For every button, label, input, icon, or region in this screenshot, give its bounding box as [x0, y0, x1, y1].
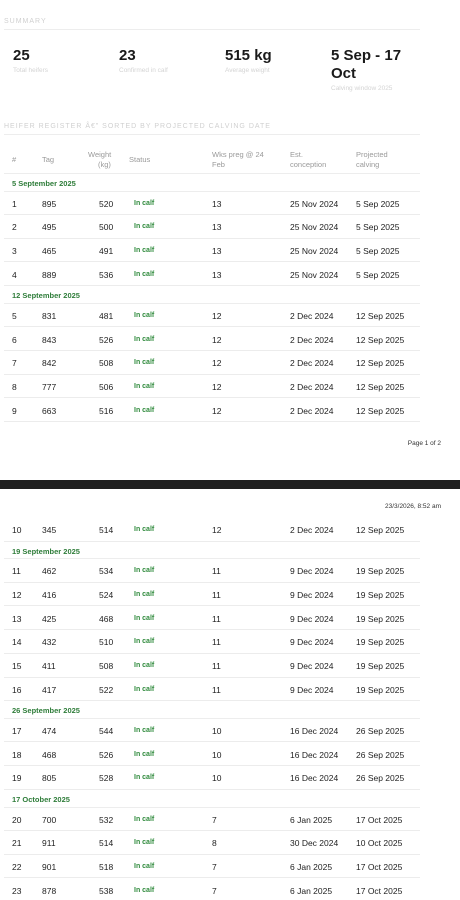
tag-cell: 805 [42, 773, 57, 784]
conception-cell: 2 Dec 2024 [290, 525, 334, 535]
weight-cell: 516 [99, 405, 114, 416]
row-number: 14 [12, 637, 22, 648]
calving-cell: 19 Sep 2025 [356, 684, 405, 695]
summary-label: SUMMARY [4, 18, 47, 25]
status-badge: In calf [134, 750, 155, 758]
group-heading: 12 September 2025 [12, 291, 80, 301]
row-number: 9 [12, 405, 17, 416]
row-number: 4 [12, 269, 17, 280]
calving-cell: 12 Sep 2025 [356, 381, 405, 392]
table-row [4, 855, 420, 879]
weight-cell: 508 [99, 358, 114, 369]
row-number: 6 [12, 334, 17, 345]
calving-cell: 19 Sep 2025 [356, 566, 405, 577]
tag-cell: 831 [42, 310, 57, 321]
weight-cell: 538 [99, 885, 114, 896]
row-number: 12 [12, 589, 22, 600]
conception-cell: 30 Dec 2024 [290, 838, 339, 849]
weight-cell: 508 [99, 661, 114, 671]
table-row [4, 719, 420, 743]
status-badge: In calf [134, 311, 155, 319]
calving-cell: 17 Oct 2025 [356, 814, 403, 825]
tag-cell: 889 [42, 269, 57, 280]
column-header-tag: Tag [42, 155, 55, 164]
status-badge: In calf [134, 638, 155, 646]
table-row [4, 192, 420, 216]
row-number: 15 [12, 661, 22, 671]
conception-cell: 9 Dec 2024 [290, 566, 334, 577]
status-badge: In calf [134, 382, 155, 390]
status-badge: In calf [134, 886, 155, 894]
weight-cell: 528 [99, 773, 114, 784]
weight-cell: 506 [99, 381, 114, 392]
status-badge: In calf [134, 685, 155, 693]
table-row [4, 375, 420, 399]
status-badge: In calf [134, 839, 155, 847]
row-number: 8 [12, 381, 17, 392]
table-row [4, 263, 420, 287]
column-header-weight [88, 150, 111, 170]
weight-cell: 526 [99, 749, 114, 760]
weight-cell: 520 [99, 198, 114, 209]
table-row [4, 654, 420, 678]
conception-cell: 9 Dec 2024 [290, 589, 334, 600]
weight-cell: 526 [99, 334, 114, 345]
page-number: Page 1 of 2 [407, 440, 441, 447]
divider [4, 134, 420, 135]
calving-cell: 19 Sep 2025 [356, 613, 405, 624]
row-number: 23 [12, 885, 22, 896]
conception-cell: 2 Dec 2024 [290, 334, 334, 345]
table-row [4, 879, 420, 900]
stat-total-heifers [13, 47, 48, 74]
row-number: 11 [12, 566, 21, 577]
conception-cell: 6 Jan 2025 [290, 814, 333, 825]
calving-cell: 5 Sep 2025 [356, 222, 400, 233]
divider [4, 29, 420, 30]
group-heading: 5 September 2025 [12, 179, 76, 188]
stat-value: 23 [119, 47, 136, 64]
status-badge: In calf [134, 335, 155, 343]
status-badge: In calf [134, 199, 155, 207]
tag-cell: 345 [42, 525, 57, 535]
weight-cell: 524 [99, 589, 114, 600]
stat-label: Calving window 2025 [331, 85, 393, 92]
row-number: 22 [12, 861, 22, 872]
table-row [4, 607, 420, 631]
weight-cell: 491 [99, 245, 114, 256]
weight-cell: 518 [99, 861, 114, 872]
table-row [4, 766, 420, 790]
tag-cell: 416 [42, 589, 57, 600]
weeks-pregnant-cell: 11 [212, 589, 221, 600]
weeks-pregnant-cell: 13 [212, 222, 222, 233]
table-row [4, 399, 420, 423]
weeks-pregnant-cell: 10 [212, 773, 222, 784]
weeks-pregnant-cell: 11 [212, 637, 221, 648]
status-badge: In calf [134, 567, 155, 575]
conception-cell: 16 Dec 2024 [290, 725, 339, 736]
column-header-calving-line2: calving [356, 160, 380, 169]
calving-cell: 12 Sep 2025 [356, 525, 405, 535]
tag-cell: 777 [42, 381, 57, 392]
conception-cell: 9 Dec 2024 [290, 637, 334, 648]
stat-confirmed-in-calf [119, 47, 168, 74]
weight-cell: 481 [99, 310, 114, 321]
stat-value-line2: Oct [331, 65, 357, 82]
conception-cell: 2 Dec 2024 [290, 381, 334, 392]
print-timestamp: 23/3/2026, 8:52 am [384, 503, 441, 510]
row-number: 2 [12, 222, 17, 233]
weeks-pregnant-cell: 13 [212, 198, 222, 209]
tag-cell: 468 [42, 749, 57, 760]
calving-cell: 26 Sep 2025 [356, 725, 405, 736]
register-label: HEIFER REGISTER Â€” SORTED BY PROJECTED CALVING DATE [4, 123, 271, 130]
status-badge: In calf [134, 774, 155, 782]
conception-cell: 2 Dec 2024 [290, 310, 334, 321]
table-row [4, 328, 420, 352]
conception-cell: 25 Nov 2024 [290, 269, 339, 280]
table-row [4, 583, 420, 607]
table-row [4, 518, 420, 542]
column-header-weeks-line1: Wks preg @ 24 [212, 150, 264, 159]
column-header-weight-label: Weight [88, 150, 112, 159]
weight-cell: 468 [99, 613, 114, 624]
conception-cell: 16 Dec 2024 [290, 749, 339, 760]
calving-cell: 17 Oct 2025 [356, 861, 403, 872]
row-number: 1 [12, 198, 17, 209]
weeks-pregnant-cell: 11 [212, 684, 221, 695]
calving-cell: 19 Sep 2025 [356, 661, 405, 671]
column-header-calving-line1: Projected [356, 150, 388, 159]
group-heading: 26 September 2025 [12, 706, 80, 716]
status-badge: In calf [134, 246, 155, 254]
row-number: 7 [12, 358, 17, 369]
weeks-pregnant-cell: 10 [212, 725, 222, 736]
row-number: 16 [12, 684, 22, 695]
row-number: 17 [12, 725, 22, 736]
column-header-conception-line2: conception [290, 160, 327, 169]
tag-cell: 895 [42, 198, 57, 209]
stat-value: 5 Sep - 17 [331, 47, 402, 64]
weeks-pregnant-cell: 12 [212, 334, 222, 345]
conception-cell: 9 Dec 2024 [290, 661, 334, 671]
row-number: 21 [12, 838, 22, 849]
calving-cell: 5 Sep 2025 [356, 269, 400, 280]
conception-cell: 6 Jan 2025 [290, 861, 333, 872]
calving-cell: 12 Sep 2025 [356, 358, 405, 369]
column-header-number: # [12, 155, 17, 164]
row-number: 5 [12, 310, 17, 321]
row-number: 10 [12, 525, 22, 535]
weight-cell: 544 [99, 725, 114, 736]
conception-cell: 16 Dec 2024 [290, 773, 339, 784]
conception-cell: 6 Jan 2025 [290, 885, 333, 896]
weeks-pregnant-cell: 11 [212, 566, 221, 577]
weeks-pregnant-cell: 12 [212, 381, 222, 392]
conception-cell: 25 Nov 2024 [290, 245, 339, 256]
tag-cell: 432 [42, 637, 57, 648]
calving-cell: 26 Sep 2025 [356, 773, 405, 784]
status-badge: In calf [134, 526, 155, 533]
weight-cell: 534 [99, 566, 114, 577]
table-row [4, 559, 420, 583]
conception-cell: 25 Nov 2024 [290, 222, 339, 233]
tag-cell: 663 [42, 405, 57, 416]
tag-cell: 911 [42, 838, 56, 849]
status-badge: In calf [134, 726, 155, 734]
tag-cell: 842 [42, 358, 57, 369]
table-row [4, 678, 420, 702]
weight-cell: 532 [99, 814, 114, 825]
calving-cell: 26 Sep 2025 [356, 749, 405, 760]
weeks-pregnant-cell: 11 [212, 661, 221, 671]
weight-cell: 514 [99, 525, 114, 535]
stat-average-weight [225, 47, 272, 74]
tag-cell: 417 [42, 684, 57, 695]
tag-cell: 878 [42, 885, 57, 896]
tag-cell: 901 [42, 861, 57, 872]
row-number: 19 [12, 773, 22, 784]
conception-cell: 9 Dec 2024 [290, 613, 334, 624]
tag-cell: 474 [42, 725, 57, 736]
report-page-2 [0, 489, 460, 900]
weeks-pregnant-cell: 7 [212, 861, 217, 872]
stat-value: 515 kg [225, 47, 272, 64]
table-row [4, 630, 420, 654]
weight-cell: 500 [99, 222, 114, 233]
table-row [4, 351, 420, 375]
status-badge: In calf [134, 590, 155, 598]
calving-cell: 12 Sep 2025 [356, 405, 405, 416]
stat-calving-window [331, 47, 401, 92]
row-number: 20 [12, 814, 22, 825]
calving-cell: 19 Sep 2025 [356, 589, 405, 600]
weeks-pregnant-cell: 13 [212, 245, 222, 256]
weeks-pregnant-cell: 12 [212, 525, 222, 535]
conception-cell: 2 Dec 2024 [290, 405, 334, 416]
calving-cell: 19 Sep 2025 [356, 637, 405, 648]
tag-cell: 700 [42, 814, 57, 825]
calving-cell: 12 Sep 2025 [356, 310, 405, 321]
column-header-weeks-pregnant [212, 150, 264, 170]
weight-cell: 536 [99, 269, 114, 280]
tag-cell: 425 [42, 613, 57, 624]
stat-label: Average weight [225, 67, 270, 74]
status-badge: In calf [134, 406, 155, 414]
row-number: 13 [12, 613, 22, 624]
weeks-pregnant-cell: 10 [212, 749, 222, 760]
group-heading: 19 September 2025 [12, 546, 80, 556]
calving-cell: 5 Sep 2025 [356, 198, 400, 209]
weeks-pregnant-cell: 12 [212, 310, 222, 321]
weeks-pregnant-cell: 11 [212, 613, 221, 624]
status-badge: In calf [134, 359, 155, 367]
weeks-pregnant-cell: 7 [212, 814, 217, 825]
column-header-conception [290, 150, 326, 170]
weight-cell: 510 [99, 637, 114, 648]
weeks-pregnant-cell: 7 [212, 885, 217, 896]
tag-cell: 411 [42, 661, 56, 671]
calving-cell: 12 Sep 2025 [356, 334, 405, 345]
table-row [4, 743, 420, 767]
weeks-pregnant-cell: 12 [212, 358, 222, 369]
column-header-conception-line1: Est. [290, 150, 303, 159]
column-header-weeks-line2: Feb [212, 160, 225, 169]
weeks-pregnant-cell: 8 [212, 838, 217, 849]
weeks-pregnant-cell: 12 [212, 405, 222, 416]
conception-cell: 2 Dec 2024 [290, 358, 334, 369]
tag-cell: 843 [42, 334, 57, 345]
tag-cell: 462 [42, 566, 57, 577]
weight-cell: 522 [99, 684, 114, 695]
weight-cell: 514 [99, 838, 114, 849]
stat-value: 25 [13, 47, 30, 64]
status-badge: In calf [134, 270, 155, 278]
status-badge: In calf [134, 815, 155, 823]
table-row [4, 239, 420, 263]
column-header-calving [356, 150, 388, 170]
row-number: 18 [12, 749, 22, 760]
column-header-status: Status [129, 155, 151, 164]
row-number: 3 [12, 245, 17, 256]
stat-label: Confirmed in calf [119, 67, 168, 74]
tag-cell: 495 [42, 222, 57, 233]
tag-cell: 465 [42, 245, 57, 256]
calving-cell: 17 Oct 2025 [356, 885, 403, 896]
table-row [4, 808, 420, 832]
divider [4, 173, 420, 174]
column-header-weight-unit: (kg) [98, 160, 111, 169]
conception-cell: 9 Dec 2024 [290, 684, 334, 695]
status-badge: In calf [134, 862, 155, 870]
table-row [4, 304, 420, 328]
weeks-pregnant-cell: 13 [212, 269, 222, 280]
status-badge: In calf [134, 614, 155, 622]
conception-cell: 25 Nov 2024 [290, 198, 339, 209]
status-badge: In calf [134, 662, 155, 669]
status-badge: In calf [134, 223, 155, 231]
calving-cell: 5 Sep 2025 [356, 245, 400, 256]
group-heading: 17 October 2025 [12, 795, 70, 804]
table-row [4, 215, 420, 239]
table-row [4, 831, 420, 855]
stat-label: Total heifers [13, 67, 49, 74]
calving-cell: 10 Oct 2025 [356, 838, 403, 849]
